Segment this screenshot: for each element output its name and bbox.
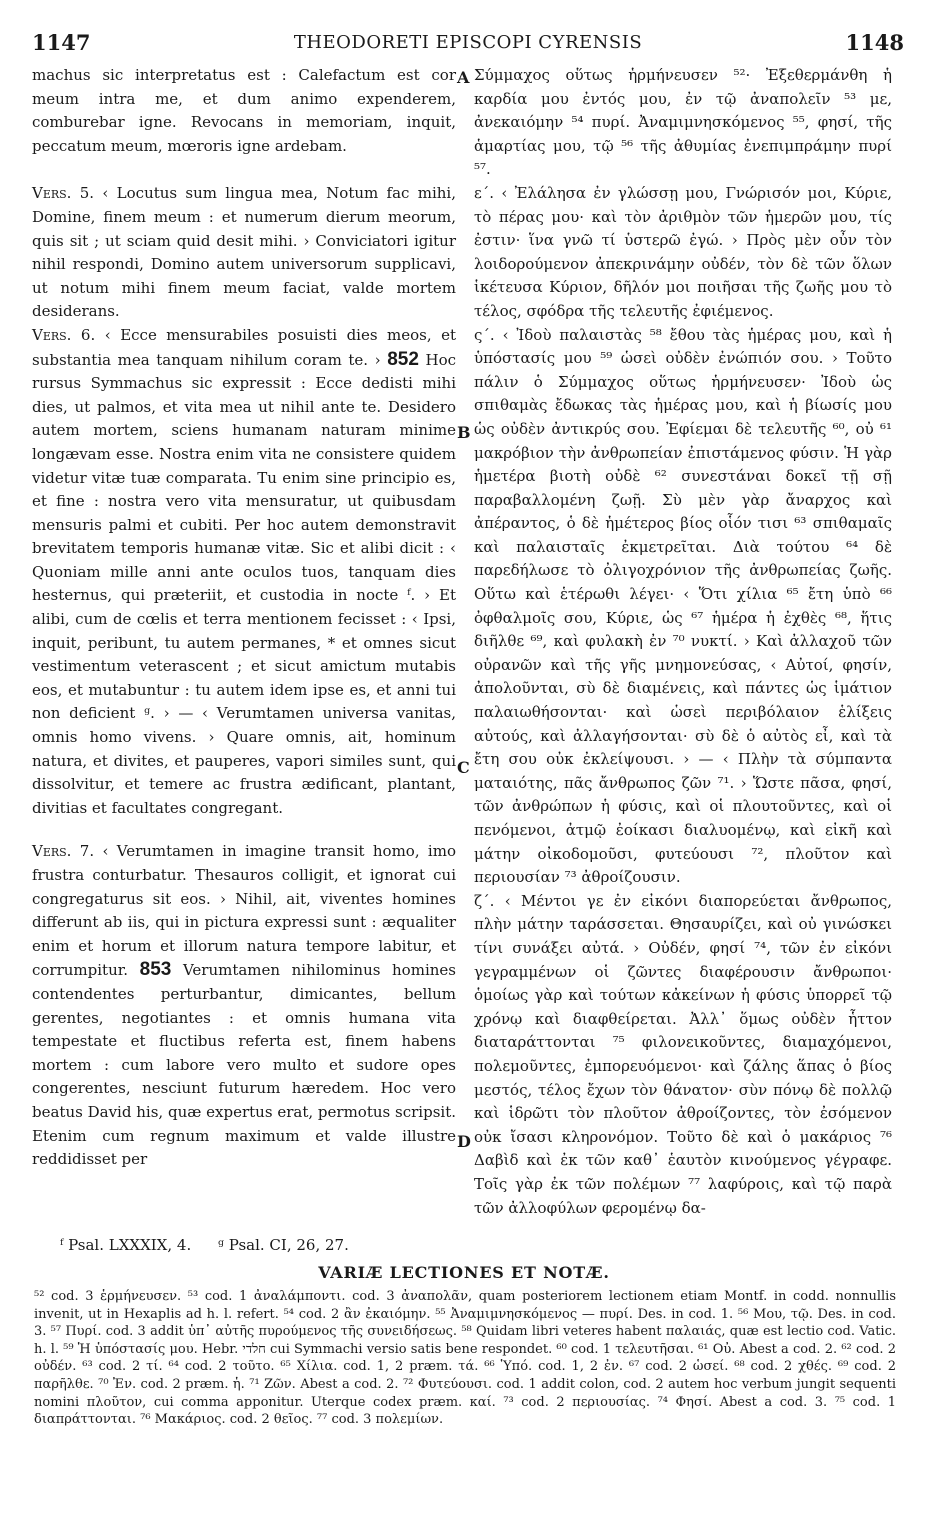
column-number: 853 [139,959,172,981]
verse-text: ‹ Ἐλάλησα ἐν γλώσσῃ μου, Γνώρισόν μοι, Κύριε, τὸ πέρας μου· καὶ τὸν ἀριθμὸν τῶν ἡμερῶν μου, τίς ἐστιν· ἵνα γνῶ τί ὑστερῶ ἐγώ. › Πρὸς μὲν οὖν τὸν λοιδορούμενον ἀπεκρινάμην οὐδέν, τὸν δὲ τῶν ὅλων ἱκέτευσα Κύριον, δῆλόν μοι ποιῆσαι τῆς ζωῆς μου τὸ τέλος, σφόδρα τῆς τελευτῆς ἐφιέμενος. [474,183,892,320]
greek-verse-7 [474,890,892,1220]
latin-verse-5 [32,182,456,324]
latin-verse-7 [32,840,456,1171]
running-title: THEODORETI EPISCOPI CYRENSIS [293,32,643,53]
margin-letter-b: B [457,423,471,442]
verse-label: ζ΄. [474,891,495,910]
greek-verse-6 [474,324,892,890]
latin-column [32,64,456,1172]
greek-verse-5 [474,182,892,324]
page-number-right: 1148 [845,30,904,55]
verse-label: Vers. 5. [32,184,95,203]
psalm-note: ᵍ Psal. CI, 26, 27. [218,1236,349,1254]
verse-label: ε΄. [474,183,495,202]
page-number-left: 1147 [32,30,91,55]
verse-text: ‹ Locutus sum lingua mea, Notum fac mihi, Domine, finem meum : et numerum dierum meorum, quis sit ; ut sciam quid desit mihi. › Conviciatori igitur nihil respondi, Domino autem universorum supplicavi, ut notum mihi finem meum faciat, valde mortem desiderans. [32,184,456,321]
variae-lectiones-notes [34,1288,896,1429]
column-number: 852 [387,348,419,370]
verse-text: ‹ Μέντοι γε ἐν εἰκόνι διαπορεύεται ἄνθρωπος, πλὴν μάτην ταράσσεται. Θησαυρίζει, καὶ οὐ γινώσκει τίνι συνάξει αὐτά. › Οὐδέν, φησί ⁷⁴, τῶν ἐν εἰκόνι γεγραμμένων οἱ ζῶντες διαφέρουσιν ἄνθρωποι· ὁμοίως γὰρ καὶ τούτων κἀκείνων ἡ φύσις ὑπορρεῖ τῷ χρόνῳ καὶ διαφθείρεται. Ἀλλ᾽ ὅμως οὐδὲν ἧττον διαταράττονται ⁷⁵ φιλονεικοῦντες, διαμαχόμενοι, πολεμοῦντες, ἐμπορευόμενοι· καὶ ζάλης ἅπας ὁ βίος μεστός, τέλος ἔχων τὸν θάνατον· σὺν πόνῳ δὲ πολλῷ καὶ ἱδρῶτι τὸν πλοῦτον ἀθροίζοντες, τὸν ἐσόμενον οὐκ ἴσασι κληρονόμον. Τοῦτο δὲ καὶ ὁ μακάριος ⁷⁶ Δαβὶδ καὶ ἐκ τῶν καθ᾽ ἑαυτὸν κινούμενος γέγραφε. Τοῖς γὰρ ἐκ τῶν πολέμων ⁷⁷ λαφύροις, καὶ τῷ παρὰ τῶν ἀλλοφύλων φερομένῳ δα- [474,891,892,1217]
verse-text: ‹ Verumtamen in imagine transit homo, imo frustra conturbatur. Thesauros colligit, et ignorat cui congregaturus sit eos. › Nihil, ait, viventes homines differunt ab iis, qui in pictura expressi sunt : æqualiter enim et horum et illorum natura tempore labitur, et corrumpitur. [32,842,456,980]
variae-lectiones-title: VARIÆ LECTIONES ET NOTÆ. [318,1263,610,1282]
psalm-references [60,1236,349,1254]
psalm-note: ᶠ Psal. LXXXIX, 4. [60,1236,192,1254]
variae-lectiones-text: ⁵² cod. 3 ἑρμήνευσεν. ⁵³ cod. 1 ἀναλάμποντι. cod. 3 ἀναπολᾶν, quam posteriorem lectionem etiam Montf. in codd. nonnullis invenit, ut in Hexaplis ad h. l. refert. ⁵⁴ cod. 2 ἂν ἐκαιόμην. ⁵⁵ Ἀναμιμνησκόμενος — πυρί. Des. in cod. 1. ⁵⁶ Μου, τῷ. Des. in cod. 3. ⁵⁷ Πυρί. cod. 3 addit ὑπ᾽ αὐτῆς πυρούμενος τῆς συνειδήσεως. ⁵⁸ Quidam libri veteres habent παλαιάς, quæ est lectio cod. Vatic. h. l. ⁵⁹ Ἡ ὑπόστασίς μου. Hebr. חלדי cui Symmachi versio satis bene respondet. ⁶⁰ cod. 1 τελευτῆσαι. ⁶¹ Οὐ. Abest a cod. 2. ⁶² cod. 2 οὐδέν. ⁶³ cod. 2 τί. ⁶⁴ cod. 2 τοῦτο. ⁶⁵ Χίλια. cod. 1, 2 præm. τά. ⁶⁶ Ὑπό. cod. 1, 2 ἐν. ⁶⁷ cod. 2 ὡσεί. ⁶⁸ cod. 2 χθές. ⁶⁹ cod. 2 παρῆλθε. ⁷⁰ Ἐν. cod. 2 præm. ἡ. ⁷¹ Ζῶν. Abest a cod. 2. ⁷² Φυτεύουσι. cod. 1 addit colon, cod. 2 autem hoc verbum jungit sequenti nomini πλοῦτον, cui comma apponitur. Uterque codex præm. καί. ⁷³ cod. 2 περιουσίας. ⁷⁴ Φησί. Abest a cod. 3. ⁷⁵ cod. 1 διαπράττονται. ⁷⁶ Μακάριος. cod. 2 θεῖος. ⁷⁷ cod. 3 πολεμίων. [34,1289,896,1428]
verse-text: ‹ Ecce mensurabiles posuisti dies meos, et substantia mea tanquam nihilum coram te. › [32,325,457,369]
latin-paragraph-intro: machus sic interpretatus est : Calefactum est cor meum intra me, et dum animo expenderem, comburebar igne. Revocans in memoriam, inquit, peccatum meum, mœroris igne ardebam. [32,66,456,155]
margin-letter-d: D [457,1132,471,1151]
greek-column [474,64,892,1220]
margin-letter-c: C [457,758,470,777]
verse-text: ‹ Ἰδοὺ παλαιστὰς ⁵⁸ ἔθου τὰς ἡμέρας μου, καὶ ἡ ὑπόστασίς μου ⁵⁹ ὡσεὶ οὐδὲν ἐνώπιόν σου. › Τοῦτο πάλιν ὁ Σύμμαχος οὕτως ἡρμήνευσεν· Ἰδοὺ ὡς σπιθαμὰς ἔδωκας τὰς ἡμέρας μου, καὶ ἡ βίωσίς μου ὡς οὐδὲν ἀντικρύς σου. Ἐφίεμαι δὲ τελευτῆς ⁶⁰, οὐ ⁶¹ μακρόβιον τὴν ἀνθρωπείαν ἐπιστάμενος φύσιν. Ἡ γὰρ ἡμετέρα βιοτὴ οὐδὲ ⁶² συνεστάναι δοκεῖ τῇ σῇ παραβαλλομένη ζωῇ. Σὺ μὲν γὰρ ἄναρχος καὶ ἀπέραντος, ὁ δὲ ἡμέτερος βίος οἷόν τισι ⁶³ σπιθαμαῖς καὶ παλαισταῖς ἐκμετρεῖται. Διὰ τούτου ⁶⁴ δὲ παρεδήλωσε τὸ ὀλιγοχρόνιον τῆς ἀνθρωπείας ζωῆς. Οὕτω καὶ ἑτέρωθι λέγει· ‹ Ὅτι χίλια ⁶⁵ ἔτη ὑπὸ ⁶⁶ ὀφθαλμοῖς σου, Κύριε, ὡς ⁶⁷ ἡμέρα ἡ ἐχθὲς ⁶⁸, ἥτις διῆλθε ⁶⁹, καὶ φυλακὴ ἐν ⁷⁰ νυκτί. › Καὶ ἀλλαχοῦ τῶν οὐρανῶν καὶ τῆς γῆς μνημονεύσας, ‹ Αὐτοί, φησίν, ἀπολοῦνται, σὺ δὲ διαμένεις, καὶ πάντες ὡς ἱμάτιον παλαιωθήσονται· καὶ ὡσεὶ περιβόλαιον ἑλίξεις αὐτούς, καὶ ἀλλαγήσονται· σὺ δὲ ὁ αὐτὸς εἶ, καὶ τὰ ἔτη σου οὐκ ἐκλείψουσι. › — ‹ Πλὴν τὰ σύμπαντα ματαιότης, πᾶς ἄνθρωπος ζῶν ⁷¹. › Ὥστε πᾶσα, φησί, τῶν ἀνθρώπων ἡ φύσις, καὶ οἱ πλουτοῦντες, καὶ οἱ πενόμενοι, ἀτμῷ ἐοίκασι διαλυομένῳ, καὶ εἰκῆ καὶ μάτην οἰκοδομοῦσι, φυτεύουσι ⁷², πλοῦτον καὶ περιουσίαν ⁷³ ἀθροίζουσιν. [474,325,892,887]
margin-letter-a: A [457,68,470,87]
verse-label: Vers. 7. [32,842,95,861]
verse-label: Vers. 6. [32,325,96,344]
verse-text: Verumtamen nihilominus homines contendentes perturbantur, dimicantes, bellum gerentes, negotiantes : et omnis humana vita tempestate et fluctibus referta est, finem habens mortem : cum labore vero multo et sudore opes congerentes, nesciunt futurum hæredem. Hoc vero beatus David his, quæ expertus erat, permotus scripsit. Etenim cum regnum maximum et valde illustre reddidisset per [32,961,456,1169]
verse-text: Hoc rursus Symmachus sic expressit : Ecce dedisti mihi dies, ut palmos, et vita mea ut nihil ante te. Desidero autem mortem, sciens humanam naturam minime longævam esse. Nostra enim vita ne consistere quidem videtur vitæ tuæ comparata. Tu enim sine principio es, et fine : nostra vero vita mensuratur, ut quibusdam mensuris palmi et cubiti. Per hoc autem demonstravit brevitatem temporis humanæ vitæ. Sic et alibi dicit : ‹ Quoniam mille anni ante oculos tuos, tanquam dies hesternus, qui præteriit, et custodia in nocte ᶠ. › Et alibi, cum de cœlis et terra mentionem fecisset : ‹ Ipsi, inquit, peribunt, tu autem permanes, * et omnes sicut vestimentum veterascent ; et sicut amictum mutabis eos, et mutabuntur : tu autem idem ipse es, et anni tui non deficient ᵍ. › — ‹ Verumtamen universa vanitas, omnis homo vivens. › Quare omnis, ait, hominum natura, et divites, et pauperes, vapori similes sunt, qui dissolvitur, et temere ac frustra ædificant, plantant, divitias et facultates congregant. [32,350,456,817]
latin-verse-6 [32,324,456,820]
page-header [32,30,904,56]
greek-paragraph-intro: Σύμμαχος οὕτως ἡρμήνευσεν ⁵²· Ἐξεθερμάνθη ἡ καρδία μου ἐντός μου, ἐν τῷ ἀναπολεῖν ⁵³ με, ἀνεκαιόμην ⁵⁴ πυρί. Ἀναμιμνησκόμενος ⁵⁵, φησί, τῆς ἁμαρτίας μου, τῷ ⁵⁶ τῆς ἀθυμίας ἐνεπιμπράμην πυρί ⁵⁷. [474,66,892,179]
verse-label: ς΄. [474,325,495,344]
